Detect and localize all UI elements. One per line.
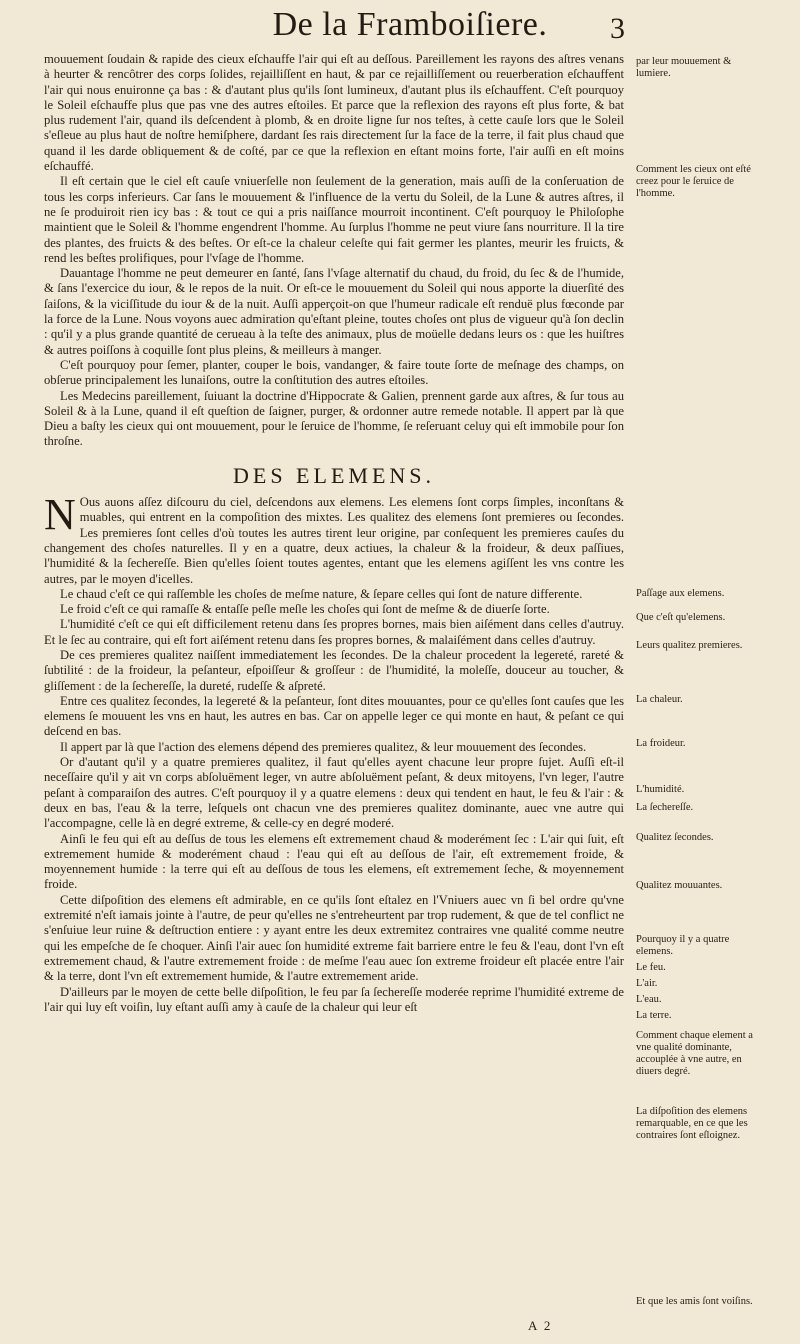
paragraph-action: Il appert par là que l'action des elemens dépend des premieres qualitez, & leur mouuement des ſecondes. (60, 739, 587, 754)
margin-note: Leurs qualitez premieres. (636, 640, 743, 651)
section-title: DES ELEMENS. (233, 462, 435, 488)
drop-cap: N (44, 490, 76, 540)
signature-mark: A 2 (528, 1318, 553, 1333)
paragraph-mouuantes: Entre ces qualitez ſecondes, la legereté & la peſanteur, ſont dites mouuantes, pour ce qu'elles ſont cauſes que les elemens ſe mouuent les vns en haut, les autres en bas. Car on appelle leger ce qui monte en haut, & peſant ce qui deſcend en bas. (44, 693, 624, 739)
paragraph-3: Dauantage l'homme ne peut demeurer en ſanté, ſans l'vſage alternatif du chaud, du froid, du ſec & de l'humide, & ſans l'exercice du iour, & le repos de la nuit. Or eſt-ce le mouuement du Soleil qui nous apporte la diuerſité des ſaiſons, & la viciſſitude du iour & de la nuit. Auſſi apperçoit-on que l'humeur radicale eſt renduë plus fœconde par la force de la Lune. Nous voyons auec admiration qu'eſtant pleine, toutes choſes ont plus de vigueur qu'à ſon declin : qu'il y a plus grande quantité de cerueau à la teſte des animaux, plus de moüelle dedans leurs os : que les huiſtres & autres poiſſons à coquille ſont plus pleins, & meilleurs à manger. (44, 266, 624, 357)
paragraph-feu-air-eau-terre: Ainſi le feu qui eſt au deſſus de tous les elemens eſt extremement chaud & moderément ſec : L'air qui ſuit, eſt extremement humide & moderément chaud : l'eau qui eſt au deſſous de l'air, eſt extremement froide, & moyennement humide : la terre qui eſt au deſſous de tous les elemens, eſt extremement ſeche, & moyennement froide. (44, 831, 624, 892)
running-title: De la Framboiſiere. (272, 6, 548, 43)
margin-note: par leur mouuement & lumiere. (636, 56, 732, 79)
margin-note: La froideur. (636, 738, 686, 749)
paragraph-secondes: De ces premieres qualitez naiſſent immediatement les ſecondes. De la chaleur procedent la legereté, rareté & ſubtilité : de la froideur, la peſanteur, eſpoiſſeur & groſſeur : de l'humidité, la moleſſe, douceur au toucher, & gliſſement : de la ſechereſſe, la dureté, rudeſſe & aſpreté. (44, 647, 624, 693)
margin-note: Comment chaque element a vne qualité dominante, accouplée à vne autre, en diuers degré. (636, 1030, 753, 1077)
margin-note: Pourquoy il y a quatre elemens. (636, 934, 730, 957)
paragraph-4: C'eſt pourquoy pour ſemer, planter, couper le bois, vandanger, & faire toute ſorte de meſnage des champs, on obſerue principalement les lunaiſons, outre la conſtitution des autres eſtoiles. (44, 357, 624, 388)
paragraph-disposition: Cette diſpoſition des elemens eſt admirable, en ce qu'ils ſont eſtalez en l'Vniuers auec vn ſi bel ordre qu'vne extremité n'eſt iamais jointe à l'autre, de peur qu'elles ne s'entreheurtent par trop rudement, & que de tel conflict ne s'enſuiue leur ruine & deſtruction entiere : y ayant entre les deux extremitez contraires vne qualité comme neutre qui les empeſche de ſe choquer. Ainſi l'air auec ſon humidité extreme fait barriere entre le feu & l'eau, dont l'vn eſt extremement chaud, & l'autre extremement froide : de meſme l'eau auec ſon extreme froideur eſt placée entre l'air & la terre, dont l'vn eſt extremement humide, & l'autre extremement aride. (44, 892, 624, 984)
section-first-paragraph (44, 490, 624, 587)
margin-note: Paſſage aux elemens. (636, 588, 725, 599)
page-number: 3 (610, 12, 625, 45)
margin-note: Le feu. (636, 962, 666, 973)
margin-note: La ſechereſſe. (636, 802, 694, 813)
margin-note: L'air. (636, 978, 658, 989)
margin-note: Et que les amis ſont voiſins. (636, 1296, 753, 1307)
paragraph-humidite: L'humidité c'eſt ce qui eſt difficilement retenu dans ſes propres bornes, mais bien aiſément dans celles d'autruy. Et le ſec au contraire, qui eſt fort aiſément retenu dans ſes propres bornes, & malaiſément dans celles d'autruy. (44, 617, 624, 647)
paragraph-froid: Le froid c'eſt ce qui ramaſſe & entaſſe peſle meſle les choſes qui ſont de meſme & de diuerſe ſorte. (60, 602, 550, 617)
margin-note: La diſpoſition des elemens remarquable, en ce que les contraires ſont eſloignez. (636, 1106, 748, 1141)
paragraph-dailleurs: D'ailleurs par le moyen de cette belle diſpoſition, le feu par ſa ſechereſſe moderée reprime l'humidité extreme de l'air qui luy eſt voiſin, luy eſtant auſſi amy à cauſe de la chaleur qui leur eſt (44, 984, 624, 1014)
margin-note: La terre. (636, 1010, 672, 1021)
main-text-column (44, 52, 624, 1015)
margin-note: Comment les cieux ont eſté creez pour le ſeruice de l'homme. (636, 164, 751, 199)
paragraph-chaud: Le chaud c'eſt ce qui raſſemble les choſes de meſme nature, & ſepare celles qui ſont de nature differente. (60, 586, 583, 601)
margin-note: La chaleur. (636, 694, 683, 705)
paragraph-2: Il eſt certain que le ciel eſt cauſe vniuerſelle non ſeulement de la generation, mais auſſi de la conſeruation de tous les corps inferieurs. Car ſans le mouuement & l'influence de la vertu du Soleil, de la Lune & autres aſtres, il ne ſe produiroit rien icy bas : & tout ce qui a pris naiſſance mourroit incontinent. C'eſt pourquoy le Philoſophe maintient que le Soleil & l'homme engendrent l'homme. Au ſurplus l'homme ne peut viure ſans nourriture. Il la tire des plantes, des fruicts & des beſtes. Or eſt-ce la chaleur celeſte qui fait germer les plantes, meurir les fruicts, & rend les beſtes prolifiques, pour l'vſage de l'homme. (44, 174, 624, 265)
paragraph-quatre-elemens: Or d'autant qu'il y a quatre premieres qualitez, il faut qu'elles ayent chacune leur propre ſujet. Auſſi eſt-il neceſſaire qu'il y ait vn corps abſoluëment leger, vn autre abſoluëment peſant, & deux mitoyens, l'vn leger, l'autre peſant à comparaiſon des autres. C'eſt pourquoy il y a quatre elemens : deux qui tendent en haut, le feu & l'air : & deux en bas, l'eau & la terre, leſquels ont chacun vne des premieres qualitez dominante, auec vne autre qui l'accompagne, celle là en degré extreme, & celle-cy en degré moderé. (44, 755, 624, 831)
margin-note: L'humidité. (636, 784, 685, 795)
paragraph-5: Les Medecins pareillement, ſuiuant la doctrine d'Hippocrate & Galien, prennent garde aux aſtres, & ſur tous au Soleil & à la Lune, quand il eſt queſtion de ſaigner, purger, & ordonner autre remede notable. Il appert par là que Dieu a baſty les cieux qui ont mouuement, pour le ſeruice de l'homme, ſe reſeruant celuy qui eſt immobile pour ſon throſne. (44, 388, 624, 449)
margin-note: Que c'eſt qu'elemens. (636, 612, 726, 623)
marginal-notes-column (636, 0, 764, 1344)
paragraph-1: mouuement ſoudain & rapide des cieux eſchauffe l'air qui eſt au deſſous. Pareillement les rayons des aſtres venans à heurter & rencôtrer des corps ſolides, rejailliſſent en haut, & par ce rejailliſſement ou reuerberation eſchauffent l'air qui nous enuironne ça bas : & d'autant plus qu'ils ſont lumineux, d'autant plus ils eſchauffent. C'eſt pourquoy le Soleil eſchauffe plus que pas vne des autres eſtoiles. Et parce que la reflexion des rayons eſt plus forte, & bat plus rudement l'air, quand ils deſcendent à plomb, & en droite ligne ſur nos teſtes, à cette cauſe lors que le Soleil s'eſleue au plus haut de noſtre hemiſphere, dardant ſes rais directement ſur la face de la terre, il fait plus chaud que quand il les darde obliquement & de coſté, par ce que la reflexion en eſtant moins forte, l'air auſſi en eſt moins eſchauffé. (44, 52, 624, 174)
margin-note: L'eau. (636, 994, 662, 1005)
section-first-paragraph-text: Ous auons aſſez diſcouru du ciel, deſcendons aux elemens. Les elemens ſont corps ſimples, inconſtans & muables, qui entrent en la compoſition des mixtes. Les qualitez des elemens ſont premieres ou ſecondes. Les premieres ſont celles d'où toutes les autres tirent leur origine, par conſequent les premieres cauſes du changement des choſes naturelles. Il y en a quatre, deux actiues, la chaleur & la froideur, & deux paſſiues, l'humidité & la ſechereſſe. Bien qu'elles ſoient toutes agentes, entant que les elemens agiſſent les vns contre les autres, par le moyen d'icelles. (44, 495, 624, 586)
margin-note: Qualitez ſecondes. (636, 832, 714, 843)
margin-note: Qualitez mouuantes. (636, 880, 723, 891)
